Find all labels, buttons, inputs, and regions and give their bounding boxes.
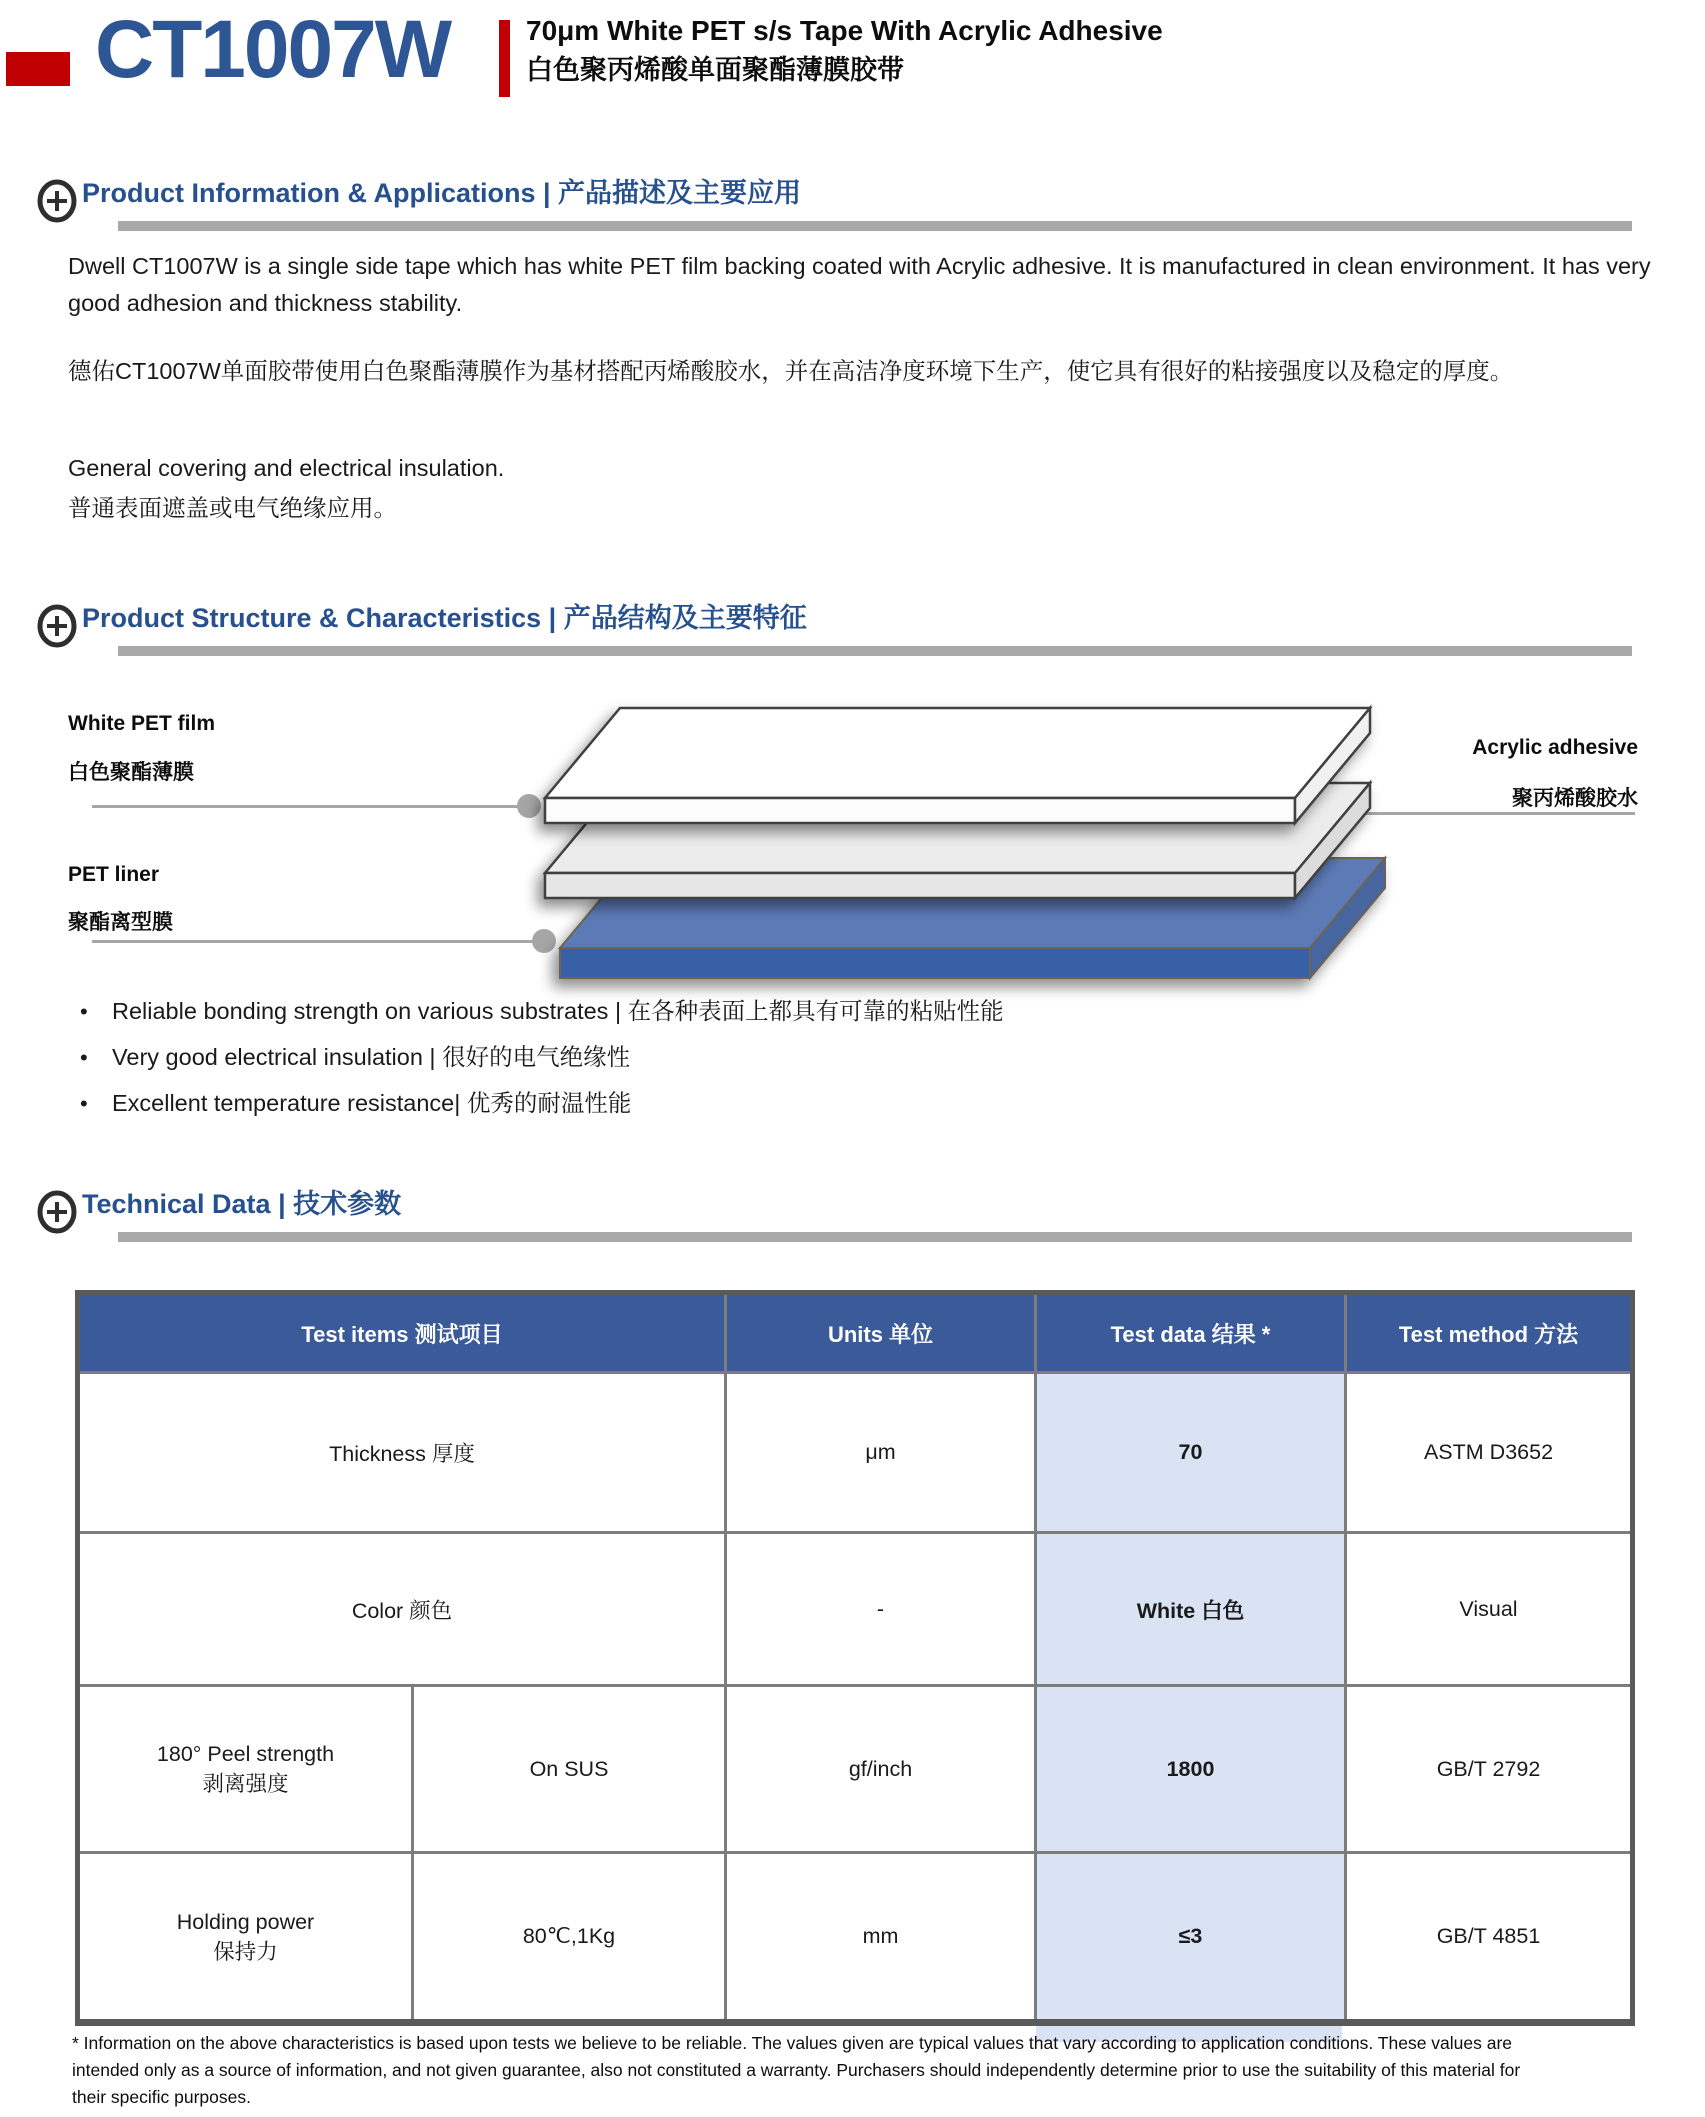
- section-title: Product Information & Applications | 产品描述及主要应用: [82, 178, 802, 208]
- bullet-item: • Reliable bonding strength on various substrates | 在各种表面上都具有可靠的粘贴性能: [70, 995, 1630, 1028]
- test-item-en: 180° Peel strength: [156, 1742, 335, 1766]
- cell-condition: On SUS: [413, 1686, 726, 1853]
- footnote: * Information on the above characteristics is based upon tests we believe to be reliable. The values given are typical values that vary according to application conditions. These values are intended only as a source of information, and not given guarantee, also not constituted a warranty. Purchasers should independently determine prior to use the suitability of this material for their specific purposes.: [72, 2033, 1521, 2107]
- cell-test-method: GB/T 4851: [1346, 1853, 1633, 2023]
- col-header-test-items: Test items 测试项目: [78, 1293, 726, 1373]
- structure-diagram: [0, 698, 1705, 1003]
- cell-units: -: [726, 1533, 1036, 1686]
- section-header-info: [36, 172, 1632, 238]
- section-divider-bar: [118, 1232, 1632, 1242]
- product-title-block: [526, 13, 1163, 88]
- col-header-units: Units 单位: [726, 1293, 1036, 1373]
- cell-test-method: Visual: [1346, 1533, 1633, 1686]
- section-divider-bar: [118, 221, 1632, 231]
- test-item-en: Holding power: [176, 1909, 315, 1934]
- product-title-en: 70μm White PET s/s Tape With Acrylic Adhesive: [526, 15, 1163, 46]
- red-accent-mark: [6, 52, 70, 86]
- col-header-test-data: Test data 结果 *: [1036, 1293, 1346, 1373]
- cell-test-item: Color 颜色: [78, 1533, 726, 1686]
- cell-units: μm: [726, 1373, 1036, 1533]
- cell-test-item: [78, 1853, 413, 2023]
- label-pet-liner-zh: 聚酯离型膜: [68, 911, 173, 934]
- cell-test-data: 70: [1036, 1373, 1346, 1533]
- table-header-row: [78, 1293, 1633, 1373]
- col-header-test-method: Test method 方法: [1346, 1293, 1633, 1373]
- red-divider-bar: [499, 20, 510, 97]
- section-title: Product Structure & Characteristics | 产品结构及主要特征: [82, 603, 807, 633]
- application-en: General covering and electrical insulation.: [68, 455, 505, 481]
- cell-test-item: [78, 1686, 413, 1853]
- section-header-technical: [36, 1183, 1632, 1249]
- cell-test-data: White 白色: [1036, 1533, 1346, 1686]
- circled-plus-icon: [36, 178, 78, 229]
- product-description-en: Dwell CT1007W is a single side tape which has white PET film backing coated with Acrylic adhesive. It is manufactured in clean environment. It has very good adhesion and thickness stability.: [68, 253, 1651, 316]
- cell-units: gf/inch: [726, 1686, 1036, 1853]
- table-row-color: [78, 1533, 1633, 1686]
- feature-bullets: [70, 995, 1630, 1133]
- label-pet-liner-en: PET liner: [68, 863, 160, 886]
- tape-layers-illustration: [480, 698, 1430, 1003]
- product-title-zh: 白色聚丙烯酸单面聚酯薄膜胶带: [526, 55, 904, 85]
- label-acrylic-adhesive-en: Acrylic adhesive: [1472, 736, 1638, 759]
- table-row-holding-power: [78, 1853, 1633, 2023]
- test-item-zh: 剥离强度: [202, 1772, 289, 1796]
- connector-line-film: [92, 805, 537, 808]
- cell-test-method: ASTM D3652: [1346, 1373, 1633, 1533]
- circled-plus-icon: [36, 1189, 78, 1240]
- cell-test-item: Thickness 厚度: [78, 1373, 726, 1533]
- cell-condition: 80℃,1Kg: [413, 1853, 726, 2023]
- table-row-thickness: [78, 1373, 1633, 1533]
- cell-test-method: GB/T 2792: [1346, 1686, 1633, 1853]
- white-pet-film-layer: [545, 708, 1370, 823]
- technical-table-wrap: [75, 1290, 1635, 2026]
- product-code: CT1007W: [95, 4, 451, 95]
- cell-test-data: ≤3: [1036, 1853, 1346, 2023]
- cell-test-data: 1800: [1036, 1686, 1346, 1853]
- circled-plus-icon: [36, 603, 78, 654]
- section-divider-bar: [118, 646, 1632, 656]
- cell-units: mm: [726, 1853, 1036, 2023]
- bullet-item: • Very good electrical insulation | 很好的电气绝缘性: [70, 1041, 1630, 1074]
- table-row-peel-strength: [78, 1686, 1633, 1853]
- section-title: Technical Data | 技术参数: [82, 1189, 402, 1219]
- label-white-pet-film-en: White PET film: [68, 712, 215, 735]
- technical-data-table: [75, 1290, 1635, 2026]
- label-acrylic-adhesive-zh: 聚丙烯酸胶水: [1512, 787, 1638, 810]
- product-description-zh: 德佑CT1007W单面胶带使用白色聚酯薄膜作为基材搭配丙烯酸胶水，并在高洁净度环境下生产，使它具有很好的粘接强度以及稳定的厚度。: [68, 358, 1514, 384]
- section-header-structure: [36, 597, 1632, 663]
- application-zh: 普通表面遮盖或电气绝缘应用。: [68, 495, 397, 521]
- test-item-zh: 保持力: [213, 1939, 278, 1964]
- bullet-item: • Excellent temperature resistance| 优秀的耐温性能: [70, 1087, 1630, 1120]
- label-white-pet-film-zh: 白色聚酯薄膜: [68, 761, 194, 784]
